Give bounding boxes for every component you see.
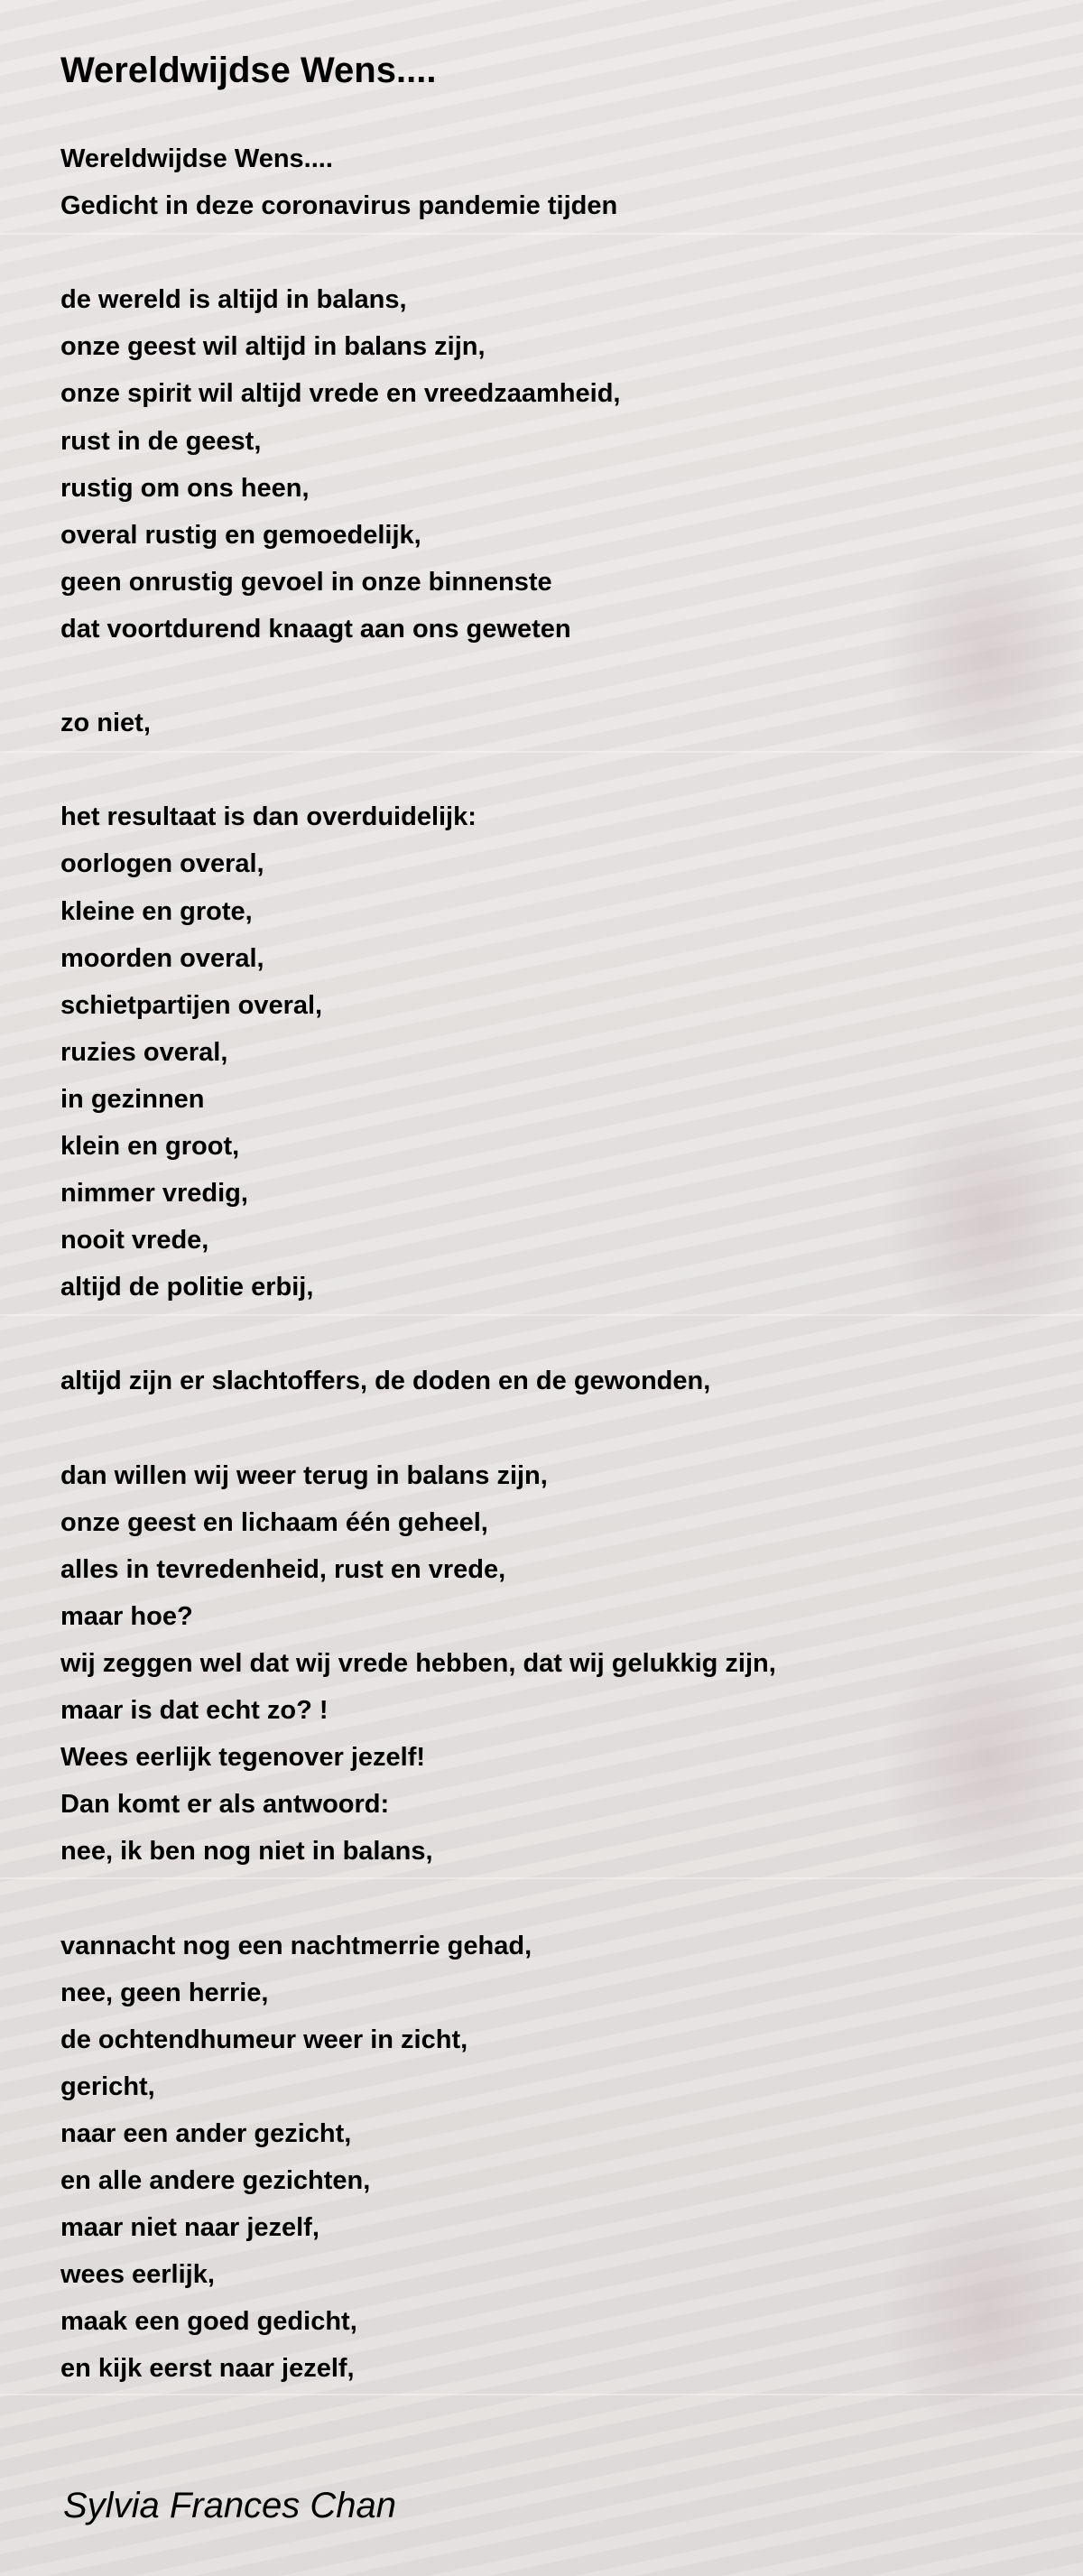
poem-line: onze geest wil altijd in balans zijn, <box>60 332 486 362</box>
poem-line: overal rustig en gemoedelijk, <box>60 520 421 550</box>
poem-line: geen onrustig gevoel in onze binnenste <box>60 567 552 597</box>
poem-line: het resultaat is dan overduidelijk: <box>60 802 477 832</box>
poem-line: nooit vrede, <box>60 1226 209 1256</box>
poem-line: Dan komt er als antwoord: <box>60 1790 390 1820</box>
poem-line: dat voortdurend knaagt aan ons geweten <box>60 614 571 644</box>
background-band <box>0 2394 1083 2395</box>
poem-line: maar niet naar jezelf, <box>60 2213 319 2243</box>
poem-line: nimmer vredig, <box>60 1179 248 1209</box>
poem-line: schietpartijen overal, <box>60 990 323 1020</box>
poem-line: klein en groot, <box>60 1131 240 1161</box>
stanza-break <box>60 229 1035 276</box>
poem-line: maar is dat echt zo? ! <box>60 1696 329 1726</box>
poem-line: oorlogen overal, <box>60 849 264 879</box>
poem-line: maar hoe? <box>60 1601 193 1631</box>
poem-line: vannacht nog een nachtmerrie gehad, <box>60 1931 532 1960</box>
poem-line: de wereld is altijd in balans, <box>60 285 407 315</box>
poem-line: onze geest en lichaam één geheel, <box>60 1507 488 1537</box>
poem-line: ruzies overal, <box>60 1037 228 1067</box>
poem-line: kleine en grote, <box>60 896 253 926</box>
poem-line: Wereldwijdse Wens.... <box>60 144 333 173</box>
poem-line: naar een ander gezicht, <box>60 2118 352 2148</box>
poem-line: rustig om ons heen, <box>60 473 310 503</box>
poem-line: zo niet, <box>60 709 151 738</box>
poem-line: de ochtendhumeur weer in zicht, <box>60 2025 468 2054</box>
poem-line: en alle andere gezichten, <box>60 2166 371 2196</box>
poem-line: wees eerlijk, <box>60 2260 215 2290</box>
poem-line: nee, geen herrie, <box>60 1978 269 2007</box>
stanza-break <box>60 746 1035 793</box>
poem-author: Sylvia Frances Chan <box>63 2486 397 2525</box>
poem-line: wij zeggen wel dat wij vrede hebben, dat wij gelukkig zijn, <box>60 1649 776 1678</box>
poem-line: nee, ik ben nog niet in balans, <box>60 1837 433 1867</box>
stanza-break <box>60 1405 1035 1452</box>
poem-line: Wees eerlijk tegenover jezelf! <box>60 1743 426 1773</box>
poem-line: gericht, <box>60 2071 155 2101</box>
poem-line: dan willen wij weer terug in balans zijn, <box>60 1460 548 1490</box>
poem-line: in gezinnen <box>60 1084 205 1114</box>
poem-line: maak een goed gedicht, <box>60 2307 357 2337</box>
stanza-break <box>60 653 1035 700</box>
poem-line: moorden overal, <box>60 943 264 973</box>
poem-line: alles in tevredenheid, rust en vrede, <box>60 1554 506 1584</box>
poem-line: en kijk eerst naar jezelf, <box>60 2354 355 2384</box>
poem-line: Gedicht in deze coronavirus pandemie tijden <box>60 191 618 221</box>
poem-title: Wereldwijdse Wens.... <box>60 51 437 90</box>
poem-line: altijd zijn er slachtoffers, de doden en de gewonden, <box>60 1367 711 1396</box>
poem-line: altijd de politie erbij, <box>60 1273 314 1302</box>
poem-line: onze spirit wil altijd vrede en vreedzaamheid, <box>60 379 621 409</box>
stanza-break <box>60 1311 1035 1357</box>
stanza-break <box>60 1875 1035 1922</box>
poem-line: rust in de geest, <box>60 426 262 456</box>
poem-body <box>60 135 1035 2393</box>
